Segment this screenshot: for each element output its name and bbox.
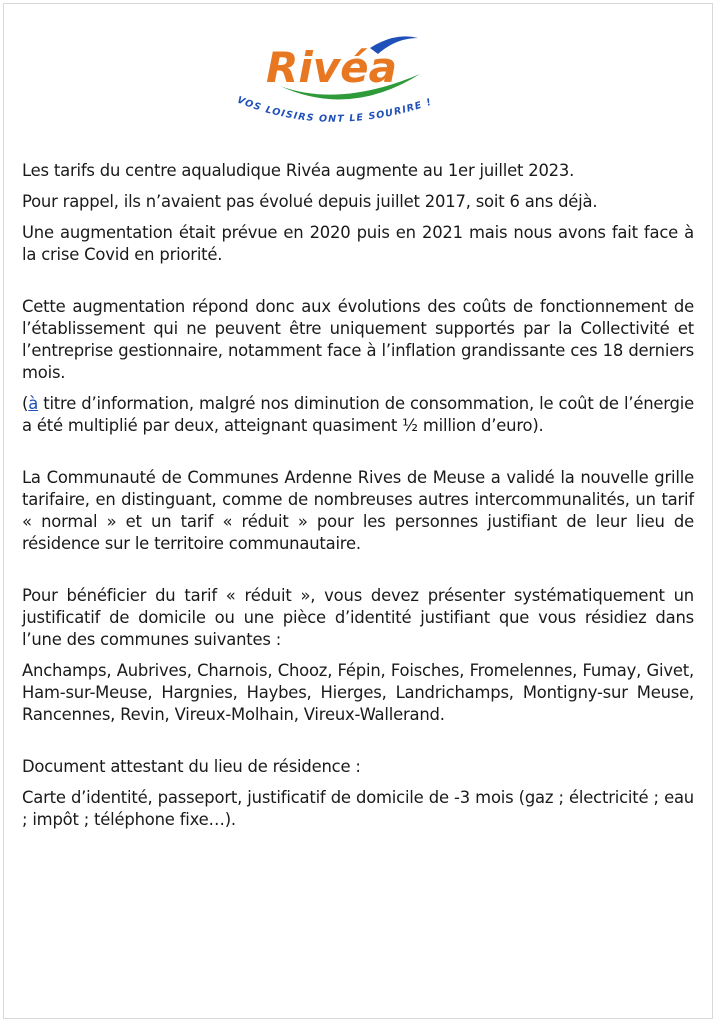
paragraph-energie-text: titre d’information, malgré nos diminution de consommation, le coût de l’énergie a été multiplié par deux, atteignant quasiment ½ million d’euro). (22, 394, 694, 435)
document-body (22, 160, 694, 831)
rivea-logo (220, 26, 480, 136)
paragraph-communes-list: Anchamps, Aubrives, Charnois, Chooz, Fépin, Foisches, Fromelennes, Fumay, Givet, Ham-sur-Meuse, Hargnies, Haybes, Hierges, Landrichamps, Montigny-sur Meuse, Rancennes, Revin, Vireux-Molhain, Vireux-Wallerand. (22, 661, 694, 724)
paragraph-covid: Une augmentation était prévue en 2020 puis en 2021 mais nous avons fait face à la crise Covid en priorité. (22, 223, 694, 264)
paragraph-rappel: Pour rappel, ils n’avaient pas évolué depuis juillet 2017, soit 6 ans déjà. (22, 192, 598, 211)
paragraph-tarifs-intro: Les tarifs du centre aqualudique Rivéa augmente au 1er juillet 2023. (22, 161, 575, 180)
paragraph-tarif-reduit: Pour bénéficier du tarif « réduit », vous devez présenter systématiquement un justificatif de domicile ou une pièce d’identité justifiant que vous résidiez dans l’une des communes suivantes : (22, 586, 694, 649)
paragraph-energie (22, 393, 694, 437)
paragraph-documents-list: Carte d’identité, passeport, justificatif de domicile de -3 mois (gaz ; électricité ; eau ; impôt ; téléphone fixe…). (22, 788, 694, 829)
paragraph-communaute: La Communauté de Communes Ardenne Rives de Meuse a validé la nouvelle grille tarifaire, en distinguant, comme de nombreuses autres intercommunalités, un tarif « normal » et un tarif « réduit » pour les personnes justifiant de leur lieu de résidence sur le territoire communautaire. (22, 468, 694, 553)
logo-tagline-path: VOS LOISIRS ONT LE SOURIRE ! (235, 94, 434, 125)
paragraph-document-heading: Document attestant du lieu de résidence : (22, 757, 361, 776)
underlined-a: à (28, 394, 39, 413)
logo-brand-text: Rivéa (266, 43, 397, 92)
rivea-logo-image (220, 26, 480, 136)
paragraph-augmentation: Cette augmentation répond donc aux évolutions des coûts de fonctionnement de l’établissement qui ne peuvent être uniquement supportés par la Collectivité et l’entreprise gestionnaire, notamment face à l’inflation grandissante ces 18 derniers mois. (22, 297, 694, 382)
paren-open: ( (22, 394, 29, 413)
